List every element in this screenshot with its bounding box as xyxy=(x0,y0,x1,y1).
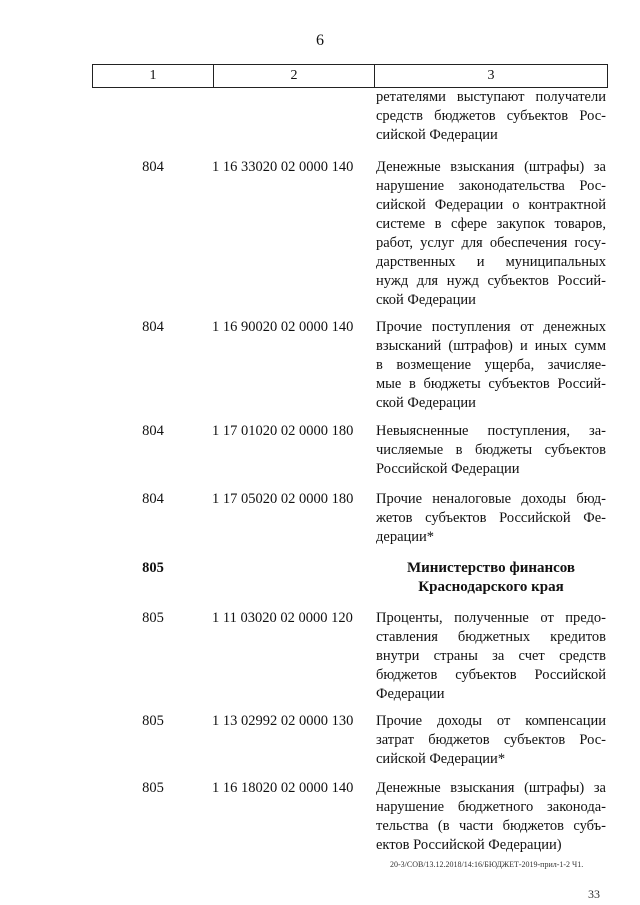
row-description xyxy=(376,88,606,145)
column-header-2: 2 xyxy=(214,65,375,87)
description-line: Денежные взыскания (штрафы) за xyxy=(376,780,606,796)
admin-code: 805 xyxy=(142,713,164,729)
description-line: ектов Российской Федерации) xyxy=(376,837,562,853)
column-header-1: 1 xyxy=(93,65,214,87)
description-line: Проценты, полученные от предо- xyxy=(376,610,606,626)
description-line: Федерации xyxy=(376,686,445,702)
row-description xyxy=(376,158,606,310)
description-line: жетов субъектов Российской Фе- xyxy=(376,510,606,526)
admin-code: 805 xyxy=(142,610,164,626)
description-line: Прочие неналоговые доходы бюд- xyxy=(376,491,606,507)
heading-line: Министерство финансов xyxy=(406,560,576,576)
row-description xyxy=(376,779,606,855)
budget-classification-code: 1 13 02992 02 0000 130 xyxy=(212,713,354,729)
page-number: 6 xyxy=(316,32,324,49)
description-line: числяемые в бюджеты субъектов xyxy=(376,442,606,458)
budget-classification-code: 1 16 18020 02 0000 140 xyxy=(212,780,354,796)
admin-code: 804 xyxy=(142,319,164,335)
description-line: Невыясненные поступления, за- xyxy=(376,423,606,439)
description-line: дерации* xyxy=(376,529,435,545)
admin-code: 805 xyxy=(142,560,164,576)
description-line: Российской Федерации xyxy=(376,461,520,477)
admin-code: 804 xyxy=(142,159,164,175)
column-header-3: 3 xyxy=(487,68,495,83)
budget-classification-code: 1 16 33020 02 0000 140 xyxy=(212,159,354,175)
document-reference-code: 20-3/СОВ/13.12.2018/14:16/БЮДЖЕТ-2019-прил-1-2 Ч1. xyxy=(390,860,584,869)
description-line: Прочие доходы от компенсации xyxy=(376,713,606,729)
description-line: внутри страны за счет средств xyxy=(376,648,606,664)
description-line: ской Федерации xyxy=(376,395,476,411)
column-header-row xyxy=(92,64,608,88)
budget-classification-code: 1 17 05020 02 0000 180 xyxy=(212,491,354,507)
ministry-heading xyxy=(376,559,606,597)
row-description xyxy=(376,490,606,547)
sheet-number: 33 xyxy=(588,887,600,901)
description-line: работ, услуг для обеспечения госу- xyxy=(376,235,606,251)
row-description xyxy=(376,318,606,413)
description-line: затрат бюджетов субъектов Рос- xyxy=(376,732,606,748)
admin-code: 804 xyxy=(142,423,164,439)
budget-classification-code: 1 17 01020 02 0000 180 xyxy=(212,423,354,439)
description-line: сийской Федерации xyxy=(376,127,498,143)
description-line: нарушение бюджетного законода- xyxy=(376,799,606,815)
description-line: сийской Федерации о контрактной xyxy=(376,197,606,213)
heading-line: Краснодарского края xyxy=(418,579,564,595)
description-line: мые в бюджеты субъектов Россий- xyxy=(376,376,606,392)
budget-classification-code: 1 11 03020 02 0000 120 xyxy=(212,610,353,626)
description-line: взысканий (штрафов) и иных сумм xyxy=(376,338,606,354)
description-line: сийской Федерации* xyxy=(376,751,506,767)
description-line: бюджетов субъектов Российской xyxy=(376,667,606,683)
description-line: тельства (в части бюджетов субъ- xyxy=(376,818,606,834)
description-line: дарственных и муниципальных xyxy=(376,254,606,270)
description-line: ретателями выступают получатели xyxy=(376,89,606,105)
description-line: нужд для нужд субъектов Россий- xyxy=(376,273,606,289)
admin-code: 805 xyxy=(142,780,164,796)
description-line: средств бюджетов субъектов Рос- xyxy=(376,108,606,124)
description-line: в возмещение ущерба, зачисляе- xyxy=(376,357,606,373)
budget-classification-code: 1 16 90020 02 0000 140 xyxy=(212,319,354,335)
description-line: ской Федерации xyxy=(376,292,476,308)
row-description xyxy=(376,422,606,479)
description-line: системе в сфере закупок товаров, xyxy=(376,216,606,232)
description-line: Прочие поступления от денежных xyxy=(376,319,606,335)
description-line: нарушение законодательства Рос- xyxy=(376,178,606,194)
row-description xyxy=(376,712,606,769)
description-line: ставления бюджетных кредитов xyxy=(376,629,606,645)
row-description xyxy=(376,609,606,704)
description-line: Денежные взыскания (штрафы) за xyxy=(376,159,606,175)
admin-code: 804 xyxy=(142,491,164,507)
